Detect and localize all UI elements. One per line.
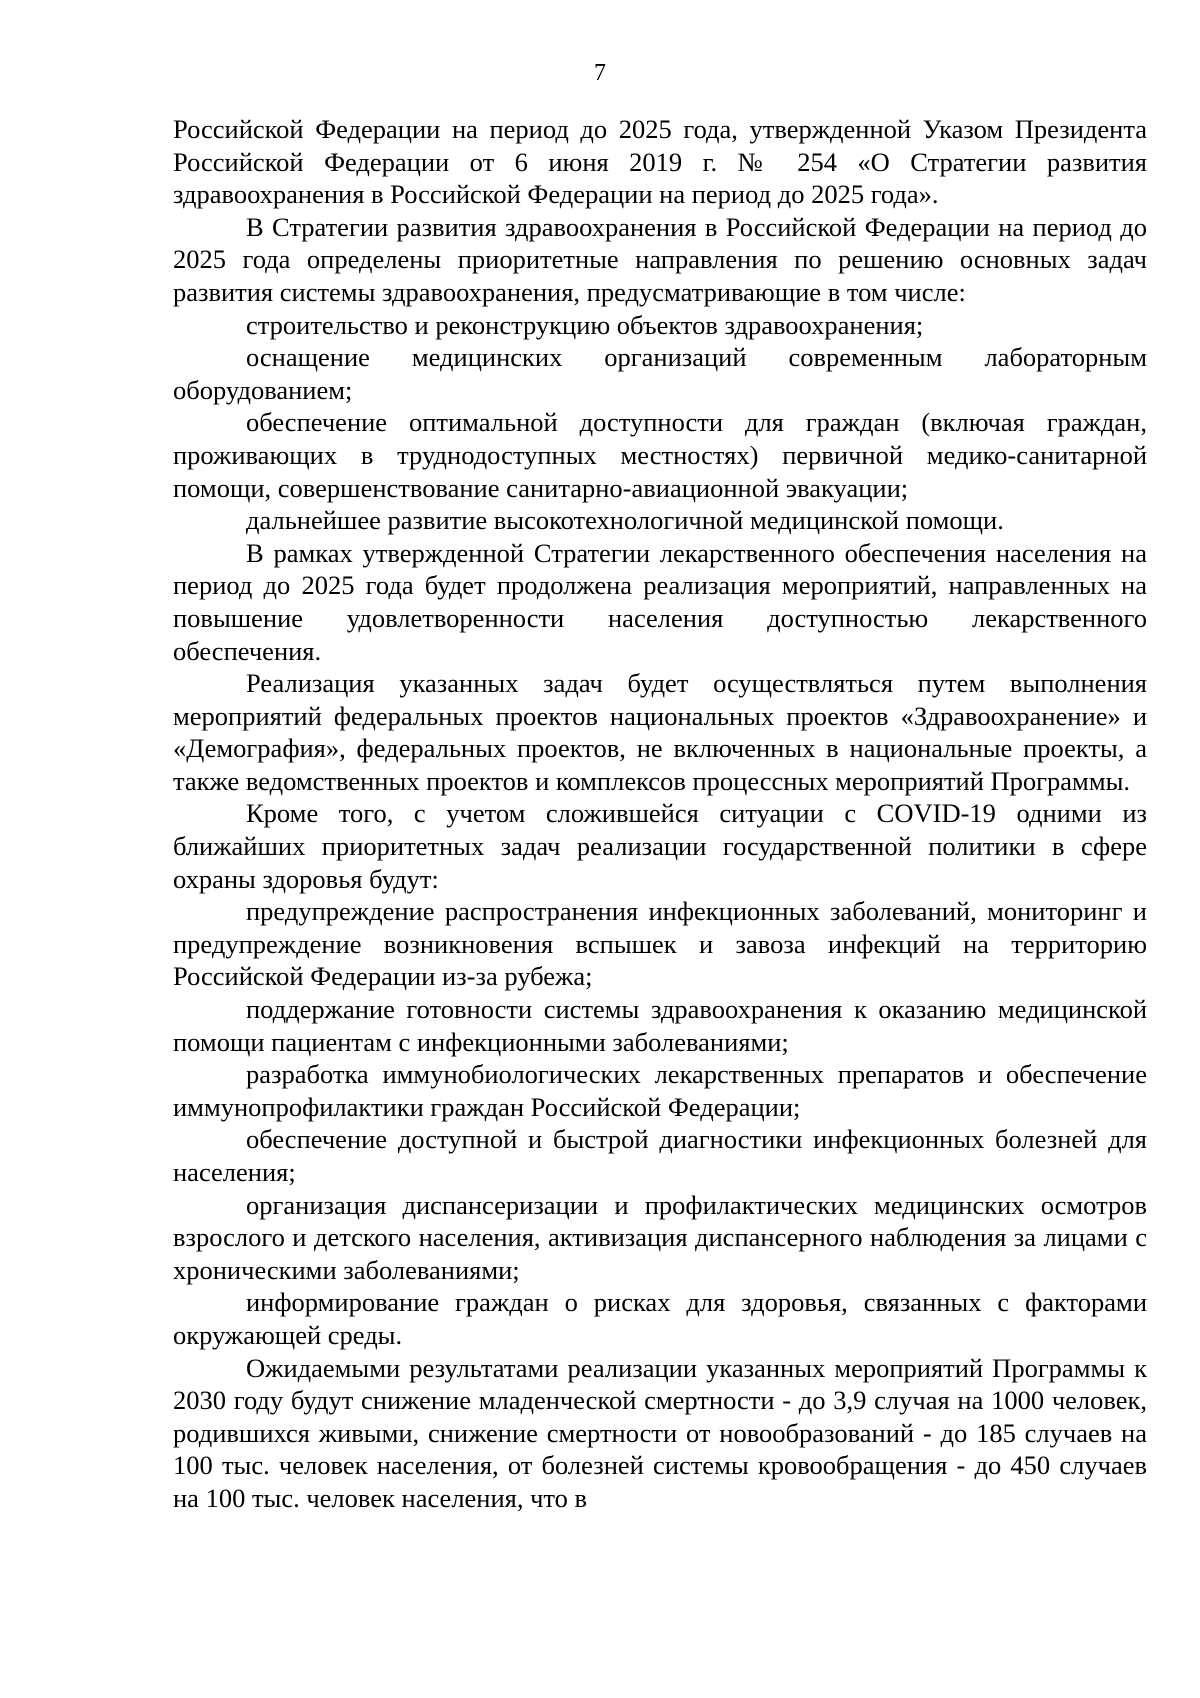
paragraph: В Стратегии развития здравоохранения в Российской Федерации на период до 2025 года определены приоритетные направления по решению основных задач развития системы здравоохранения, предусматривающие в том числе: bbox=[173, 211, 1147, 307]
list-item: организация диспансеризации и профилактических медицинских осмотров взрослого и детского населения, активизация диспансерного наблюдения за лицами с хроническими заболеваниями; bbox=[173, 1189, 1147, 1285]
list-item: дальнейшее развитие высокотехнологичной медицинской помощи. bbox=[246, 505, 1004, 536]
list-item: поддержание готовности системы здравоохранения к оказанию медицинской помощи пациентам с инфекционными заболеваниями; bbox=[173, 994, 1147, 1057]
page-number: 7 bbox=[594, 60, 606, 86]
paragraph: Кроме того, с учетом сложившейся ситуации с COVID-19 одними из ближайших приоритетных задач реализации государственной политики в сфере охраны здоровья будут: bbox=[173, 798, 1147, 894]
paragraph: Российской Федерации на период до 2025 года, утвержденной Указом Президента Российской Федерации от 6 июня 2019 г. № 254 «О Стратегии развития здравоохранения в Российской Федерации на период до 2025 года». bbox=[173, 114, 1147, 210]
paragraph: В рамках утвержденной Стратегии лекарственного обеспечения населения на период до 2025 года будет продолжена реализация мероприятий, направленных на повышение удовлетворенности населения доступностью лекарственного обеспечения. bbox=[173, 537, 1147, 666]
document-body bbox=[173, 113, 1147, 1515]
list-item: обеспечение доступной и быстрой диагностики инфекционных болезней для населения; bbox=[173, 1124, 1147, 1187]
paragraph: Реализация указанных задач будет осуществляться путем выполнения мероприятий федеральных проектов национальных проектов «Здравоохранение» и «Демография», федеральных проектов, не включенных в национальные проекты, а также ведомственных проектов и комплексов процессных мероприятий Программы. bbox=[173, 668, 1147, 796]
paragraph: Ожидаемыми результатами реализации указанных мероприятий Программы к 2030 году будут снижение младенческой смертности - до 3,9 случая на 1000 человек, родившихся живыми, снижение смертности от новообразований - до 185 случаев на 100 тыс. человек населения, от болезней системы кровообращения - до 450 случаев на 100 тыс. человек населения, что в bbox=[173, 1352, 1147, 1513]
list-item: разработка иммунобиологических лекарственных препаратов и обеспечение иммунопрофилактики граждан Российской Федерации; bbox=[173, 1059, 1147, 1122]
list-item: обеспечение оптимальной доступности для граждан (включая граждан, проживающих в труднодоступных местностях) первичной медико-санитарной помощи, совершенствование санитарно-авиационной эвакуации; bbox=[173, 407, 1147, 503]
list-item: информирование граждан о рисках для здоровья, связанных с факторами окружающей среды. bbox=[173, 1287, 1147, 1350]
list-item: оснащение медицинских организаций современным лабораторным оборудованием; bbox=[173, 342, 1147, 405]
list-item: предупреждение распространения инфекционных заболеваний, мониторинг и предупреждение возникновения вспышек и завоза инфекций на территорию Российской Федерации из-за рубежа; bbox=[173, 896, 1147, 992]
list-item: строительство и реконструкцию объектов здравоохранения; bbox=[246, 309, 924, 340]
